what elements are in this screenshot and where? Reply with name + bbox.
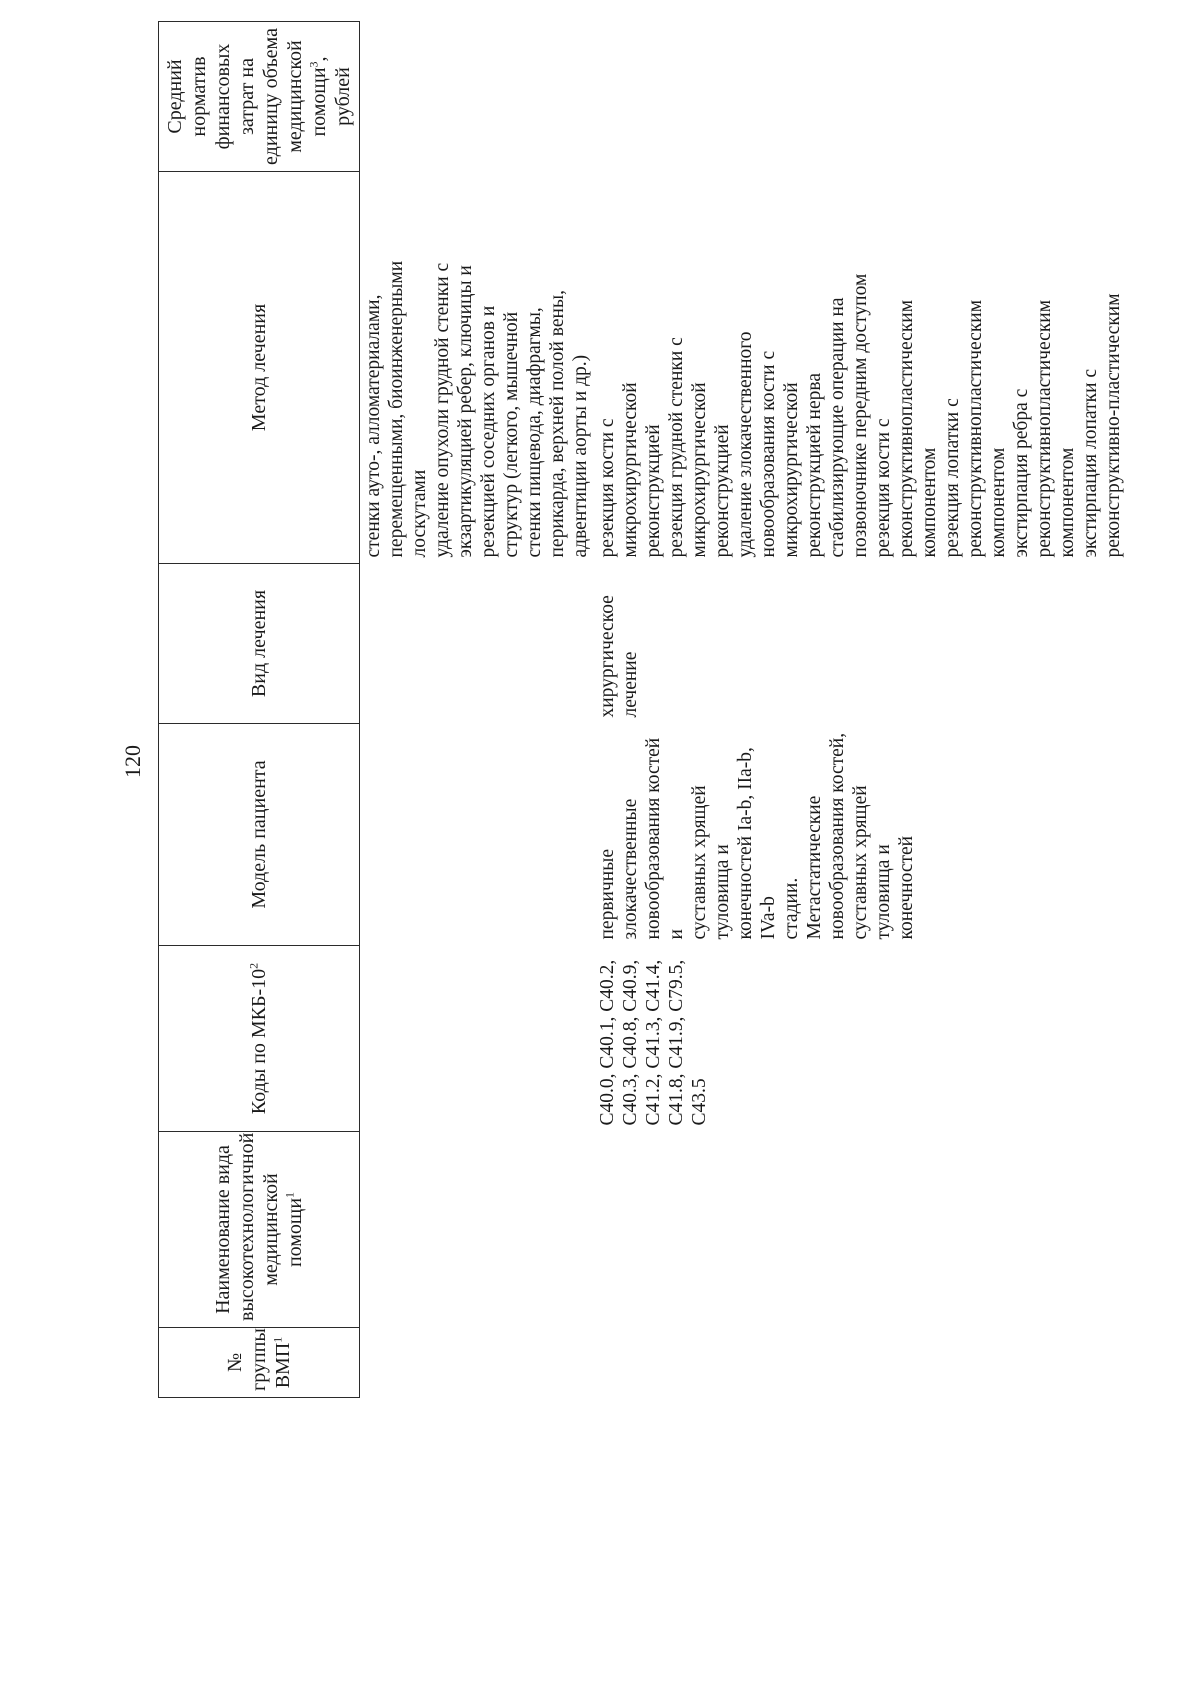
icd-code-line: C40.0, C40.1, C40.2,: [597, 959, 618, 1126]
method-line: лоскутами: [409, 469, 430, 558]
patient-model-line: стадии. Метастатические: [781, 795, 825, 940]
rotated-page: [32, 22, 1176, 1398]
treatment-method-cell: [594, 172, 1127, 564]
patient-model-line: первичные злокачественные: [597, 798, 641, 940]
icd-code-line: C40.3, C40.8, C40.9,: [620, 959, 641, 1126]
icd-code-line: C41.2, C41.3, C41.4,: [643, 959, 664, 1126]
method-line: реконструктивно-пластическим: [1103, 293, 1124, 558]
table-row: [594, 22, 1127, 1398]
method-line: экзартикуляцией ребер, ключицы и: [455, 265, 476, 558]
method-line: резекция лопатки с: [942, 398, 963, 558]
method-line: компонентом: [919, 447, 940, 558]
method-line: стенки пищевода, диафрагмы,: [524, 307, 545, 558]
method-line: стабилизирующие операции на: [827, 297, 848, 558]
header-treatment-type: Вид лечения: [159, 564, 360, 724]
header-patient-model: Модель пациента: [159, 724, 360, 946]
header-group-number: № группы ВМП$^1$: [159, 1328, 360, 1398]
patient-model-line: конечностей: [896, 835, 917, 940]
patient-model-line: конечностей Ia-b, IIa-b, IVa-b: [735, 747, 779, 940]
method-line: реконструктивнопластическим: [1034, 299, 1055, 558]
patient-model-line: суставных хрящей туловища и: [850, 785, 894, 940]
treatment-type-cell: [594, 564, 1127, 724]
method-line: экстирпация лопатки с: [1080, 368, 1101, 558]
method-line: удаление злокачественного: [735, 331, 756, 558]
patient-model-line: новообразования костей,: [827, 732, 848, 940]
method-line: резекция кости с: [873, 418, 894, 558]
patient-model-cell: [594, 724, 1127, 946]
method-line: реконструктивнопластическим: [965, 299, 986, 558]
method-line: экстирпация ребра с: [1011, 388, 1032, 558]
method-line: позвоночнике передним доступом: [850, 273, 871, 558]
method-line: компонентом: [1057, 447, 1078, 558]
icd-code-line: C41.8, C41.9, C79.5,: [666, 959, 687, 1126]
treatment-type-line: хирургическое: [597, 595, 618, 718]
header-treatment-method: Метод лечения: [159, 172, 360, 564]
header-cost-standard: Средний норматив финансовых затрат на единицу объема медицинской помощи$^3$, рублей: [159, 22, 360, 172]
method-line: резекция кости с: [597, 418, 618, 558]
icd-code-line: C43.5: [689, 1078, 710, 1126]
method-line: перемещенными, биоинженерными: [386, 260, 407, 558]
method-line: реконструкцией нерва: [804, 373, 825, 558]
icd-codes-cell: [594, 946, 1127, 1132]
method-line: реконструкцией: [712, 424, 733, 558]
method-line: удаление опухоли грудной стенки с: [432, 262, 453, 558]
method-line: адвентиции аорты и др.): [570, 354, 591, 558]
method-line: резекцией соседних органов и: [478, 305, 499, 558]
continuation-method-cell: [360, 172, 595, 564]
treatment-type-line: лечение: [620, 651, 641, 718]
patient-model-line: новообразования костей и: [643, 737, 687, 940]
method-line: реконструктивнопластическим: [896, 299, 917, 558]
header-icd-codes: Коды по МКБ-$10^2$: [159, 946, 360, 1132]
header-row: [159, 22, 360, 1398]
method-line: микрохирургической: [781, 382, 802, 558]
header-care-type-name: Наименование вида высокотехнологичной медицинской помощи$^1$: [159, 1132, 360, 1328]
patient-model-line: суставных хрящей туловища и: [689, 785, 733, 940]
continuation-row: [360, 22, 595, 1398]
method-line: структур (легкого, мышечной: [501, 311, 522, 558]
page-number: 120: [120, 745, 145, 778]
method-line: компонентом: [988, 447, 1009, 558]
method-line: реконструкцией: [643, 424, 664, 558]
method-line: новообразования кости с: [758, 350, 779, 558]
method-line: резекция грудной стенки с: [666, 337, 687, 558]
method-line: микрохирургической: [689, 382, 710, 558]
method-line: микрохирургической: [620, 382, 641, 558]
method-line: стенки ауто-, алломатериалами,: [363, 294, 384, 558]
vmp-table: [158, 21, 1127, 1398]
method-line: перикарда, верхней полой вены,: [547, 290, 568, 558]
